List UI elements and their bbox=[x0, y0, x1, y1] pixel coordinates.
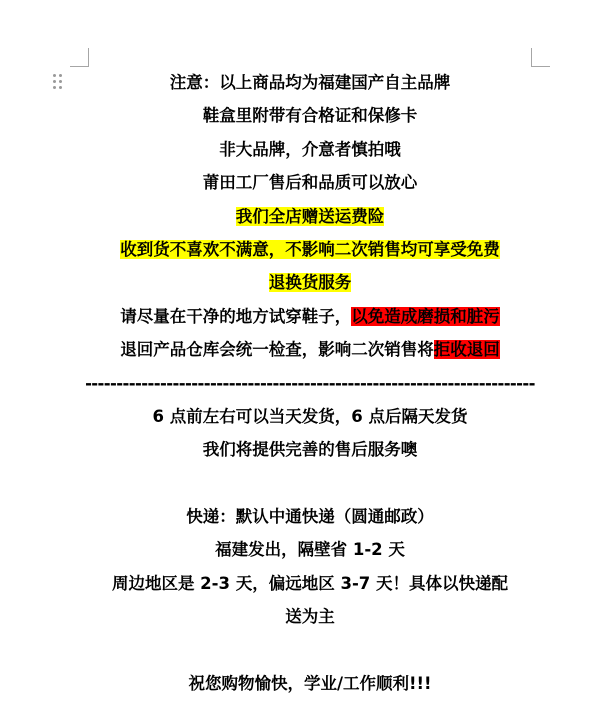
page-corner-mark-right bbox=[531, 48, 550, 67]
dashed-separator: ------------------------------------------------------------------------ bbox=[85, 373, 535, 393]
try-on-line bbox=[80, 300, 540, 333]
return-service-highlight: 退换货服务 bbox=[268, 273, 352, 293]
non-brand-warning-line: 非大品牌，介意者慎拍哦 bbox=[219, 139, 401, 159]
delivery-region-line: 周边地区是 2-3 天，偏远地区 3-7 天！具体以快递配 bbox=[111, 573, 509, 593]
page-corner-mark-left bbox=[70, 48, 89, 67]
warranty-card-line: 鞋盒里附带有合格证和保修卡 bbox=[202, 106, 418, 126]
aftersales-service-line: 我们将提供完善的售后服务噢 bbox=[202, 440, 418, 460]
closing-wish-line: 祝您购物愉快，学业/工作顺利!!! bbox=[188, 674, 432, 694]
try-on-text: 请尽量在干净的地方试穿鞋子， bbox=[120, 306, 352, 326]
delivery-region-cont-line: 送为主 bbox=[285, 607, 335, 627]
courier-line: 快递：默认中通快递（圆通邮政） bbox=[186, 507, 434, 527]
return-service-line bbox=[80, 266, 540, 299]
shipping-insurance-line bbox=[80, 200, 540, 233]
free-return-highlight: 收到货不喜欢不满意，不影响二次销售均可享受免费 bbox=[120, 239, 500, 259]
document-body[interactable] bbox=[80, 66, 540, 700]
shipping-time-line: 6 点前左右可以当天发货，6 点后隔天发货 bbox=[152, 406, 468, 426]
shipping-insurance-highlight: 我们全店赠送运费险 bbox=[235, 206, 385, 226]
drag-handle-icon[interactable] bbox=[53, 74, 63, 90]
free-return-line bbox=[80, 233, 540, 266]
notice-brand-line: 注意：以上商品均为福建国产自主品牌 bbox=[169, 73, 451, 92]
blank-line bbox=[80, 634, 540, 667]
blank-line bbox=[80, 467, 540, 500]
inspection-line bbox=[80, 333, 540, 366]
inspection-text: 退回产品仓库会统一检查，影响二次销售将 bbox=[120, 340, 434, 360]
factory-aftersales-line: 莆田工厂售后和品质可以放心 bbox=[202, 173, 418, 193]
neighbor-province-line: 福建发出，隔壁省 1-2 天 bbox=[215, 540, 405, 560]
try-on-red-highlight: 以免造成磨损和脏污 bbox=[351, 306, 500, 326]
reject-return-red-highlight: 拒收退回 bbox=[433, 340, 500, 360]
